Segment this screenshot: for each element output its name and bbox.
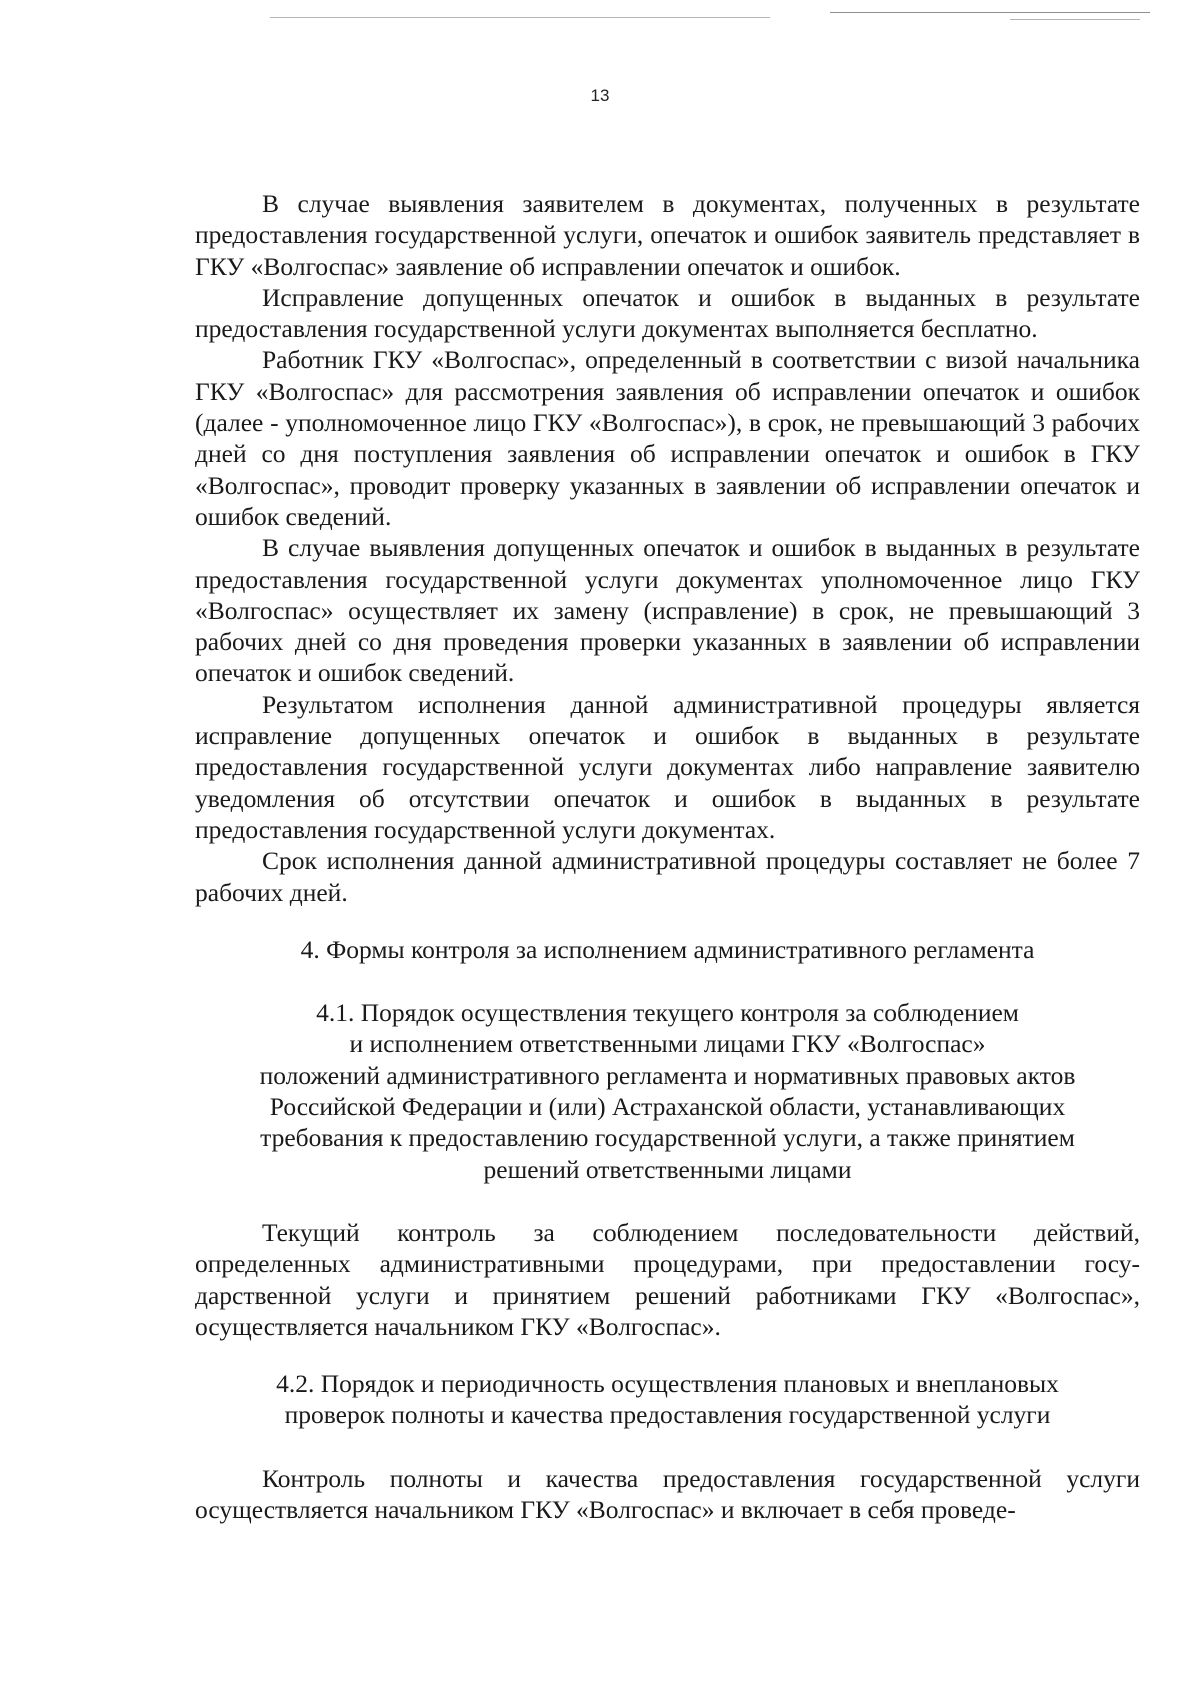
paragraph: Срок исполнения данной административной процедуры составляет не более 7 рабочих дней. [195,846,1140,907]
subsection-heading [195,1368,1140,1431]
paragraph: Исправление допущенных опечаток и ошибок в выданных в результате предоставления государственной услуги документах выполняется бесплатно. [195,282,1140,344]
heading-line: проверок полноты и качества предоставления государственной услуги [284,1400,1051,1430]
heading-line: и исполнением ответственными лицами ГКУ «Волгоспас» [349,1029,986,1059]
spacer [195,1431,1140,1463]
section-heading: 4. Формы контроля за исполнением административного регламента [300,934,1035,964]
scan-artifact-line [1010,19,1140,20]
heading-line: требования к предоставлению государственной услуги, а также принятием [260,1123,1075,1153]
spacer [195,1185,1140,1217]
spacer [195,965,1140,997]
scan-artifact-line [830,12,1150,13]
paragraph: В случае выявления допущенных опечаток и ошибок в выданных в результате предоставления государственной услуги документах уполномоченное лицо ГКУ «Волгоспас» осуществляет их замену (исправление) в срок, не превышающий 3 рабочих дней со дня проведения проверки указанных в заявлении об исправлении опечаток и ошибок сведений. [195,533,1140,688]
spacer [195,908,1140,934]
heading-line: Российской Федерации и (или) Астраханской области, устанавливающих [269,1092,1066,1122]
heading-line: 4.1. Порядок осуществления текущего контроля за соблюдением [316,998,1019,1028]
heading-line: решений ответственными лицами [483,1154,852,1184]
paragraph: Текущий контроль за соблюдением последовательности действий, определенных административными процедурами, при предоставлении государственной услуги и принятием решений работниками ГКУ «Волгоспас», осуществляется начальником ГКУ «Волгоспас». [195,1217,1140,1341]
scan-artifact-line [270,17,770,18]
paragraph: В случае выявления заявителем в документах, полученных в результате предоставления государственной услуги, опечаток и ошибок заявитель представляет в ГКУ «Волгоспас» заявление об исправлении опечаток и ошибок. [195,189,1140,281]
page-number: 13 [590,86,610,105]
spacer [195,1342,1140,1368]
paragraph: Работник ГКУ «Волгоспас», определенный в соответствии с визой начальника ГКУ «Волгоспас» для рассмотрения заявления об исправлении опечаток и ошибок (далее - уполномоченное лицо ГКУ «Волгоспас»), в срок, не превышающий 3 рабочих дней со дня поступления заявления об исправлении опечаток и ошибок в ГКУ «Волгоспас», проводит проверку указанных в заявлении об исправлении опечаток и ошибок сведений. [195,345,1140,531]
subsection-heading [195,997,1140,1185]
document-body [195,188,1140,1525]
paragraph: Результатом исполнения данной административной процедуры является исправление допущенных опечаток и ошибок в выданных в результате предоставления государственной услуги документах либо направление заявителю уведомления об отсутствии опечаток и ошибок в выданных в результате предоставления государственной услуги документах. [195,689,1140,844]
paragraph: Контроль полноты и качества предоставления государственной услуги осуществляется начальником ГКУ «Волгоспас» и включает в себя проведе- [195,1463,1140,1524]
heading-line: положений административного регламента и нормативных правовых актов [259,1060,1076,1090]
heading-line: 4.2. Порядок и периодичность осуществления плановых и внеплановых [276,1369,1059,1399]
